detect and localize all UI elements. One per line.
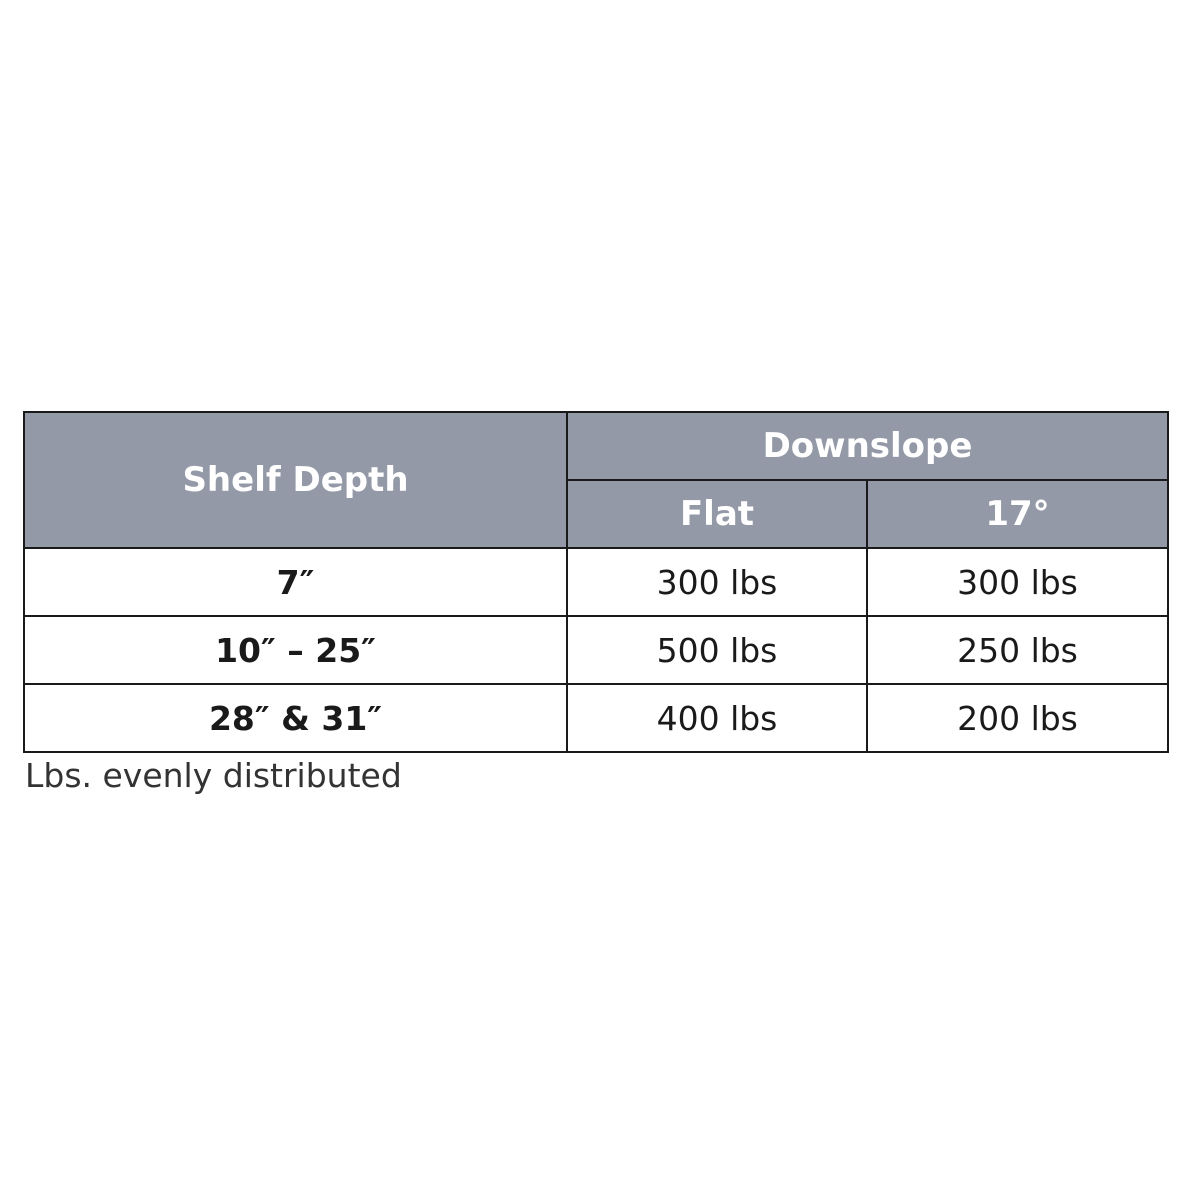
depth-cell: 7″ [24, 548, 567, 616]
table-row [24, 684, 1168, 752]
depth-cell: 10″ – 25″ [24, 616, 567, 684]
capacity-table [23, 411, 1169, 753]
table-row [24, 616, 1168, 684]
depth-cell: 28″ & 31″ [24, 684, 567, 752]
flat-capacity-cell: 300 lbs [567, 548, 867, 616]
table-row [24, 548, 1168, 616]
shelf-depth-header: Shelf Depth [24, 412, 567, 548]
angle-header: 17° [867, 480, 1168, 548]
angle-capacity-cell: 250 lbs [867, 616, 1168, 684]
flat-capacity-cell: 400 lbs [567, 684, 867, 752]
angle-capacity-cell: 200 lbs [867, 684, 1168, 752]
flat-capacity-cell: 500 lbs [567, 616, 867, 684]
angle-capacity-cell: 300 lbs [867, 548, 1168, 616]
flat-header: Flat [567, 480, 867, 548]
footnote: Lbs. evenly distributed [25, 756, 402, 795]
header-row-top [24, 412, 1168, 480]
capacity-table-container [23, 411, 1167, 753]
downslope-header: Downslope [567, 412, 1168, 480]
